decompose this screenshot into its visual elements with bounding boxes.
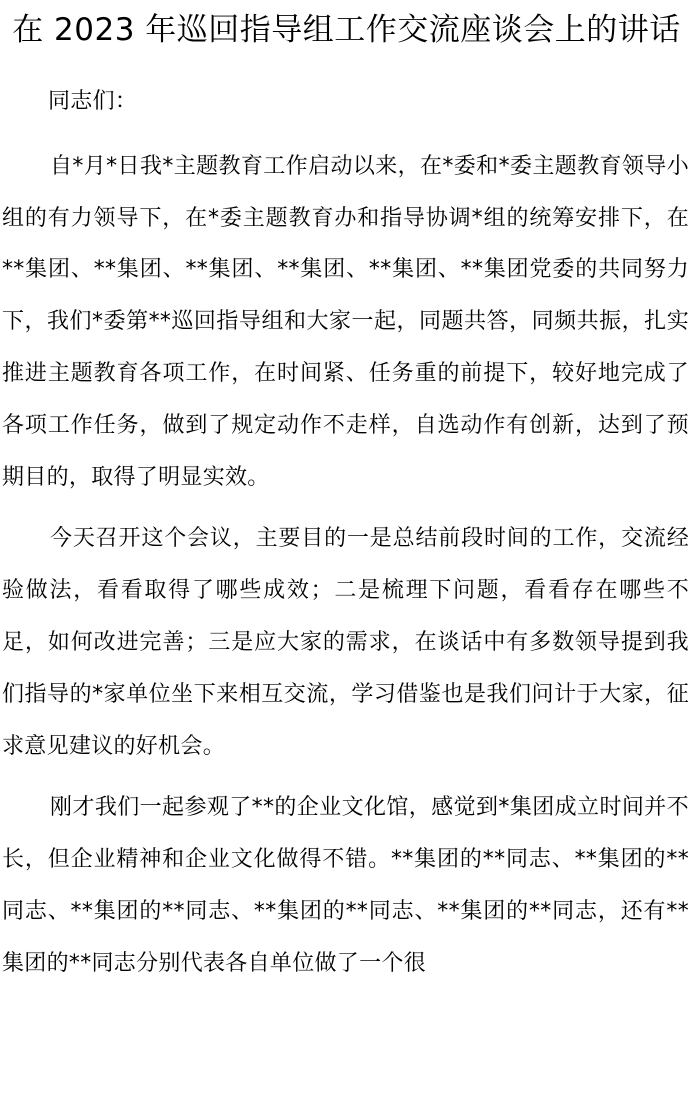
paragraph-3: 刚才我们一起参观了**的企业文化馆，感觉到*集团成立时间并不长，但企业精神和企业文化做得不错。**集团的**同志、**集团的**同志、**集团的**同志、**集团的**同志、**集团的**同志，还有**集团的**同志分别代表各自单位做了一个很 bbox=[2, 795, 689, 976]
document-title: 在 2023 年巡回指导组工作交流座谈会上的讲话 bbox=[12, 12, 681, 48]
salutation: 同志们： bbox=[48, 89, 138, 114]
paragraph-2: 今天召开这个会议，主要目的一是总结前段时间的工作，交流经验做法，看看取得了哪些成效；二是梳理下问题，看看存在哪些不足，如何改进完善；三是应大家的需求，在谈话中有多数领导提到我们指导的*家单位坐下来相互交流，学习借鉴也是我们问计于大家，征求意见建议的好机会。 bbox=[2, 526, 689, 759]
paragraph-1: 自*月*日我*主题教育工作启动以来，在*委和*委主题教育领导小组的有力领导下，在*委主题教育办和指导协调*组的统筹安排下，在**集团、**集团、**集团、**集团、**集团、**集团党委的共同努力下，我们*委第**巡回指导组和大家一起，同题共答，同频共振，扎实推进主题教育各项工作，在时间紧、任务重的前提下，较好地完成了各项工作任务，做到了规定动作不走样，自选动作有创新，达到了预期目的，取得了明显实效。 bbox=[2, 153, 689, 490]
